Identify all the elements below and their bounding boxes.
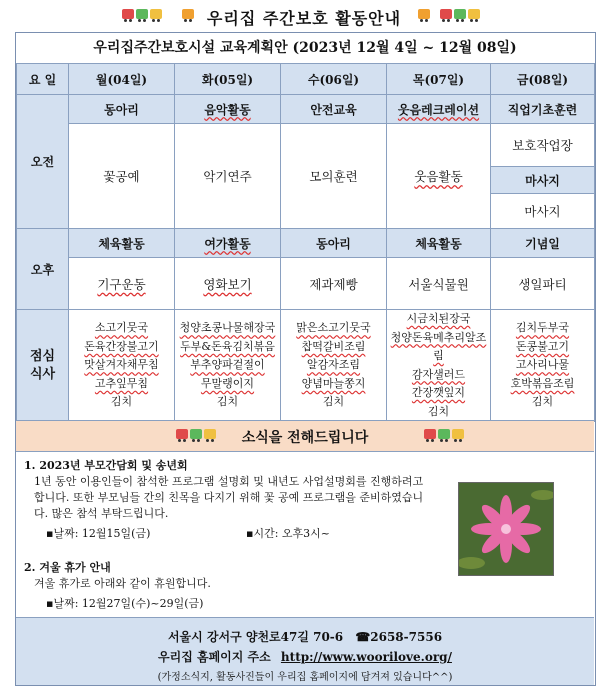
menu-item: 김치두부국 <box>515 321 570 335</box>
menu-item: 호박볶음조림 <box>510 376 575 390</box>
activity-header: 안전교육 <box>281 95 387 124</box>
news-body: 겨울 휴가로 아래와 같이 휴원합니다. <box>34 577 211 590</box>
activity-header: 동아리 <box>69 95 175 124</box>
activity-header: 마사지 <box>491 167 595 194</box>
activity-cell: 서울식물원 <box>387 258 491 310</box>
page-title: 우리집 주간보호 활동안내 <box>206 9 402 28</box>
activity-cell: 마사지 <box>491 194 595 229</box>
news-time: ▪시간: 오후3시~ <box>246 527 331 540</box>
menu-item: 김치 <box>427 404 450 418</box>
morning-label: 오전 <box>17 95 69 229</box>
menu-item: 맑은소고기뭇국 <box>296 321 371 335</box>
homepage-label: 우리집 홈페이지 주소 <box>158 650 271 664</box>
lunch-menu <box>69 310 175 422</box>
news-heading: 2. 겨울 휴가 안내 <box>24 561 111 574</box>
activity-cell: 악기연주 <box>175 124 281 229</box>
activity-header: 체육활동 <box>69 229 175 258</box>
train-icon <box>418 9 430 23</box>
activity-cell: 영화보기 <box>203 276 252 292</box>
menu-item: 두부&돈육김치볶음 <box>180 339 275 353</box>
day-header: 수(06일) <box>281 64 387 95</box>
lunch-label: 점심 식사 <box>17 310 69 422</box>
activity-header: 체육활동 <box>387 229 491 258</box>
menu-item: 고추잎무침 <box>94 376 149 390</box>
news-body: 1년 동안 이용인들이 참석한 프로그램 설명회 및 내년도 사업설명회를 진행하려고 합니다. 또한 부모님들 간의 친목을 다지기 위해 꽃 공예 프로그램을 준비하였습니다. 많은 참석 부탁드립니다. <box>34 475 424 520</box>
menu-item: 감자샐러드 <box>411 367 466 381</box>
activity-cell: 꽃공예 <box>69 124 175 229</box>
lunch-menu <box>491 310 595 422</box>
menu-item: 부추양파겉절이 <box>190 358 265 372</box>
menu-item: 소고기뭇국 <box>94 321 149 335</box>
activity-header: 웃음레크레이션 <box>397 102 480 117</box>
menu-item: 무말랭이지 <box>200 376 255 390</box>
homepage-link[interactable]: http://www.woorilove.org/ <box>280 650 452 664</box>
lunch-menu <box>281 310 387 422</box>
activity-header: 기념일 <box>491 229 595 258</box>
menu-item: 맛살겨자채무침 <box>84 358 159 372</box>
page-header <box>0 0 608 30</box>
activity-cell: 웃음활동 <box>414 169 463 184</box>
menu-item: 간장깻잎지 <box>411 386 466 399</box>
phone: ☎2658-7556 <box>355 630 443 644</box>
day-header: 화(05일) <box>175 64 281 95</box>
footer-note: (가정소식지, 활동사진들이 우리집 홈페이지에 담겨져 있습니다^^) <box>157 672 453 683</box>
menu-item: 김치 <box>322 395 345 409</box>
activity-cell: 기구운동 <box>97 276 146 292</box>
day-header: 금(08일) <box>491 64 595 95</box>
train-icon <box>440 9 480 23</box>
activity-header: 음악활동 <box>204 102 251 117</box>
day-header: 목(07일) <box>387 64 491 95</box>
menu-item: 청양돈육메추리알조림 <box>390 330 487 362</box>
schedule-table <box>16 63 595 422</box>
day-row <box>17 64 595 95</box>
plan-title: 우리집주간보호시설 교육계획안 (2023년 12월 4일 ~ 12월 08일) <box>16 33 594 64</box>
menu-item: 고사리나물 <box>515 358 570 372</box>
footer <box>16 617 594 685</box>
news-banner <box>16 420 594 452</box>
news-content <box>24 458 464 612</box>
news-date: ▪날짜: 12월27일(수)~29일(금) <box>46 597 204 610</box>
activity-cell: 모의훈련 <box>281 124 387 229</box>
news-heading: 1. 2023년 부모간담회 및 송년회 <box>24 459 188 472</box>
menu-item: 시금치된장국 <box>406 312 471 325</box>
activity-cell: 제과제빵 <box>281 258 387 310</box>
menu-item: 찹떡갈비조림 <box>301 339 366 353</box>
menu-item: 김치 <box>110 395 133 409</box>
news-date: ▪날짜: 12월15일(금) <box>46 527 151 540</box>
menu-item: 양념마늘쫑지 <box>301 376 366 390</box>
activity-header: 여가활동 <box>204 236 251 251</box>
menu-item: 청양초콩나물해장국 <box>179 321 276 335</box>
train-icon <box>424 429 464 443</box>
flower-photo <box>458 482 554 576</box>
address: 서울시 강서구 양천로47길 70-6 <box>167 630 344 644</box>
activity-header: 직업기초훈련 <box>491 95 595 124</box>
menu-item: 김치 <box>216 395 239 409</box>
lunch-menu <box>387 310 491 422</box>
menu-item: 돈콩불고기 <box>515 339 570 353</box>
menu-item: 돈육간장불고기 <box>84 339 159 353</box>
afternoon-label: 오후 <box>17 229 69 310</box>
menu-item: 알감자조림 <box>306 358 361 372</box>
menu-item: 김치 <box>531 395 554 409</box>
activity-header: 동아리 <box>281 229 387 258</box>
activity-cell: 생일파티 <box>491 258 595 310</box>
news-title: 소식을 전해드립니다 <box>241 430 369 446</box>
lunch-menu <box>175 310 281 422</box>
day-label: 요 일 <box>17 64 69 95</box>
day-header: 월(04일) <box>69 64 175 95</box>
activity-cell: 보호작업장 <box>491 124 595 167</box>
